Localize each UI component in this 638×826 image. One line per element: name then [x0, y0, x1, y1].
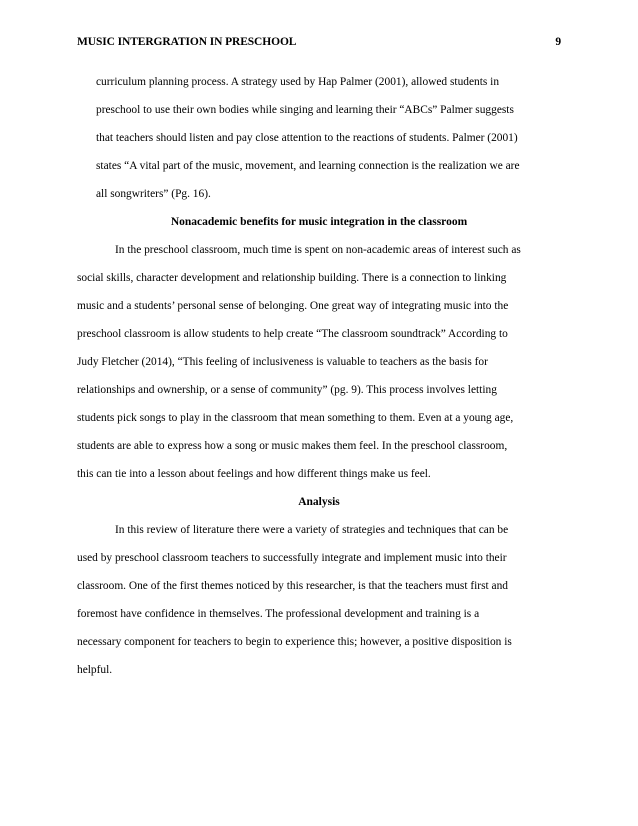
paragraph-line: preschool classroom is allow students to help create “The classroom soundtrack” According to — [77, 328, 508, 340]
paragraph-line: students are able to express how a song or music makes them feel. In the preschool classroom, — [77, 440, 508, 452]
paragraph-line: that teachers should listen and pay close attention to the reactions of students. Palmer (2001) — [96, 132, 518, 144]
paragraph-line: music and a students’ personal sense of belonging. One great way of integrating music into the — [77, 300, 509, 312]
paragraph-line: curriculum planning process. A strategy used by Hap Palmer (2001), allowed students in — [96, 76, 500, 88]
paragraph-line: this can tie into a lesson about feelings and how different things make us feel. — [77, 468, 431, 480]
paragraph-line: foremost have confidence in themselves. The professional development and training is a — [77, 608, 480, 620]
running-head-title: MUSIC INTERGRATION IN PRESCHOOL — [77, 36, 297, 48]
paragraph-line: Judy Fletcher (2014), “This feeling of inclusiveness is valuable to teachers as the basis for — [77, 356, 488, 368]
page-number: 9 — [555, 36, 561, 48]
paragraph-line: preschool to use their own bodies while singing and learning their “ABCs” Palmer suggests — [96, 104, 514, 116]
paragraph-line: used by preschool classroom teachers to successfully integrate and implement music into their — [77, 552, 507, 564]
paragraph-line: states “A vital part of the music, movement, and learning connection is the realization we are — [96, 160, 520, 172]
section-heading-nonacademic: Nonacademic benefits for music integration in the classroom — [170, 216, 468, 228]
section-heading-analysis: Analysis — [298, 496, 340, 508]
paragraph-line: all songwriters” (Pg. 16). — [96, 188, 211, 200]
paragraph-line: classroom. One of the first themes noticed by this researcher, is that the teachers must first and — [77, 580, 508, 592]
paragraph-line: In the preschool classroom, much time is spent on non-academic areas of interest such as — [115, 244, 521, 256]
paragraph-line: social skills, character development and relationship building. There is a connection to linking — [77, 272, 507, 284]
paragraph-line: helpful. — [77, 664, 113, 676]
paragraph-line: necessary component for teachers to begin to experience this; however, a positive disposition is — [77, 636, 512, 648]
paragraph-line: relationships and ownership, or a sense of community” (pg. 9). This process involves letting — [77, 384, 497, 396]
running-head — [77, 36, 561, 48]
paragraph-line: students pick songs to play in the classroom that mean something to them. Even at a young age, — [77, 412, 514, 424]
paragraph-line: In this review of literature there were a variety of strategies and techniques that can be — [115, 524, 509, 536]
